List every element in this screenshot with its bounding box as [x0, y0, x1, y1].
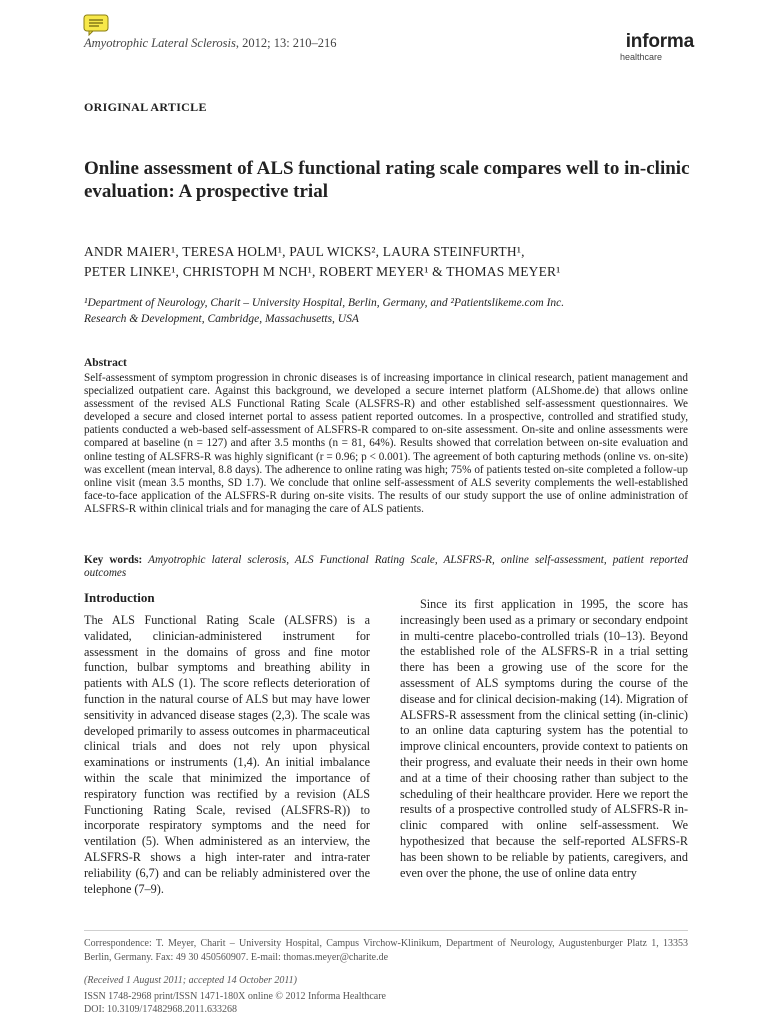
abstract-heading: Abstract: [84, 357, 127, 369]
received-dates: (Received 1 August 2011; accepted 14 October 2011): [84, 975, 297, 986]
journal-volume: , 2012; 13: 210–216: [235, 36, 337, 50]
authors-line-1: ANDR MAIER¹, TERESA HOLM¹, PAUL WICKS², LAURA STEINFURTH¹,: [84, 244, 525, 259]
section-label: ORIGINAL ARTICLE: [84, 100, 207, 114]
journal-name: Amyotrophic Lateral Sclerosis: [84, 36, 236, 50]
footnote-divider: [84, 930, 688, 931]
affiliation-line-2: Research & Development, Cambridge, Massachusetts, USA: [84, 313, 359, 325]
publisher-logo-subtext: healthcare: [620, 52, 663, 62]
journal-citation: [84, 36, 337, 51]
keywords-text: Amyotrophic lateral sclerosis, ALS Functional Rating Scale, ALSFRS-R, online self-assessment, patient reported outcomes: [84, 554, 689, 579]
body-column-right: [400, 597, 688, 881]
abstract-text: Self-assessment of symptom progression in chronic diseases is of increasing importance in clinical research, patient management and specialized outpatient care. Against this background, we developed a secure internet platform (ALShome.de) that allows online assessment of the revised ALS Functional Rating Scale (ALSFRS-R) and other established self-assessment questionnaires. We developed a secure and closed internet portal to assess patient reported outcomes. In a prospective, controlled and stratified study, patients conducted a web-based self-assessment of ALSFRS-R compared to on-site assessment. On-site and online assessments were compared at baseline (n = 127) and after 3.5 months (n = 81, 64%). Results showed that correlation between on-site evaluation and online testing of ALSFRS-R was highly significant (r = 0.96; p < 0.001). The agreement of both capturing methods (online vs. on-site) was excellent (mean interval, 8.8 days). The adherence to online rating was high; 75% of patients tested on-site completed a follow-up online visit (mean 3.5 months, SD 1.7). We conclude that online self-assessment of ALS severity complements the well-established face-to-face application of the ALSFRS-R during on-site visits. The results of our study support the use of online administration of ALSFRS-R within clinical trials and for managing the care of ALS patients.: [84, 372, 688, 515]
keywords: [84, 554, 688, 580]
publisher-logo-text: informa: [625, 31, 694, 52]
body-column-left: [84, 613, 370, 897]
correspondence-note: Correspondence: T. Meyer, Charit – University Hospital, Campus Virchow-Klinikum, Department of Neurology, Augustenburger Platz 1, 13353 Berlin, Germany. Fax: 49 30 450560907. E-mail: thomas.meyer@charite.de: [84, 938, 688, 963]
affiliations: [84, 295, 704, 327]
publication-info: [84, 991, 386, 1016]
introduction-heading: Introduction: [84, 590, 155, 605]
intro-paragraph-right: Since its first application in 1995, the score has increasingly been used as a primary or secondary endpoint in multi-centre placebo-controlled trials (10–13). Beyond the established role of the ALSFRS-R in a trial setting there has been a growing use of the score for the assessment of ALS symptoms during the course of the disease and for clinical decision-making (14). Migration of ALSFRS-R assessment from the clinical setting (in-clinic) to an online data capturing system has the potential to improve clinical encounters, provide context to patients on their progress, and evaluate their needs in their own home and at a time of their choosing rather than subject to the scheduling of their healthcare provider. Here we report the results of a prospective controlled study of ALSFRS-R in-clinic compared with online self-assessment. We hypothesized that because the self-reported ALSFRS-R has been shown to be reliable by patients, caregivers, and even over the phone, the use of online data entry: [400, 597, 688, 880]
author-list: [84, 242, 704, 282]
intro-paragraph-left: The ALS Functional Rating Scale (ALSFRS) is a validated, clinician-administered instrument for assessment in the domains of gross and fine motor function, bulbar symptoms and breathing ability in patients with ALS (1). The score reflects deterioration of function in the natural course of ALS but may have lower sensitivity in advanced disease stages (2,3). The scale was developed primarily to assess outcomes in pharmaceutical clinical trials and does not rely upon physical examinations or instruments (1,4). An initial imbalance within the scale that minimized the importance of respiratory function was rectified by a revision (ALS Functioning Rating Scale, revised (ALSFRS-R)) to incorporate respiratory symptoms and the need for ventilation (5). When administered as an interview, the ALSFRS-R shows a high inter-rater and intra-rater reliability (6,7) and can be reliably administered over the telephone (7–9).: [84, 613, 370, 896]
article-title: Online assessment of ALS functional rating scale compares well to in-clinic evaluation: A prospective trial: [84, 158, 690, 202]
keywords-label: Key words:: [84, 554, 143, 566]
issn-line: ISSN 1748-2968 print/ISSN 1471-180X online © 2012 Informa Healthcare: [84, 991, 386, 1002]
publisher-logo: [614, 32, 694, 62]
affiliation-line-1: ¹Department of Neurology, Charit – University Hospital, Berlin, Germany, and ²Patientslikeme.com Inc.: [84, 297, 565, 309]
sticky-note-icon[interactable]: [83, 14, 109, 36]
authors-line-2: PETER LINKE¹, CHRISTOPH M NCH¹, ROBERT MEYER¹ & THOMAS MEYER¹: [84, 264, 561, 279]
doi-line: DOI: 10.3109/17482968.2011.633268: [84, 1003, 237, 1015]
